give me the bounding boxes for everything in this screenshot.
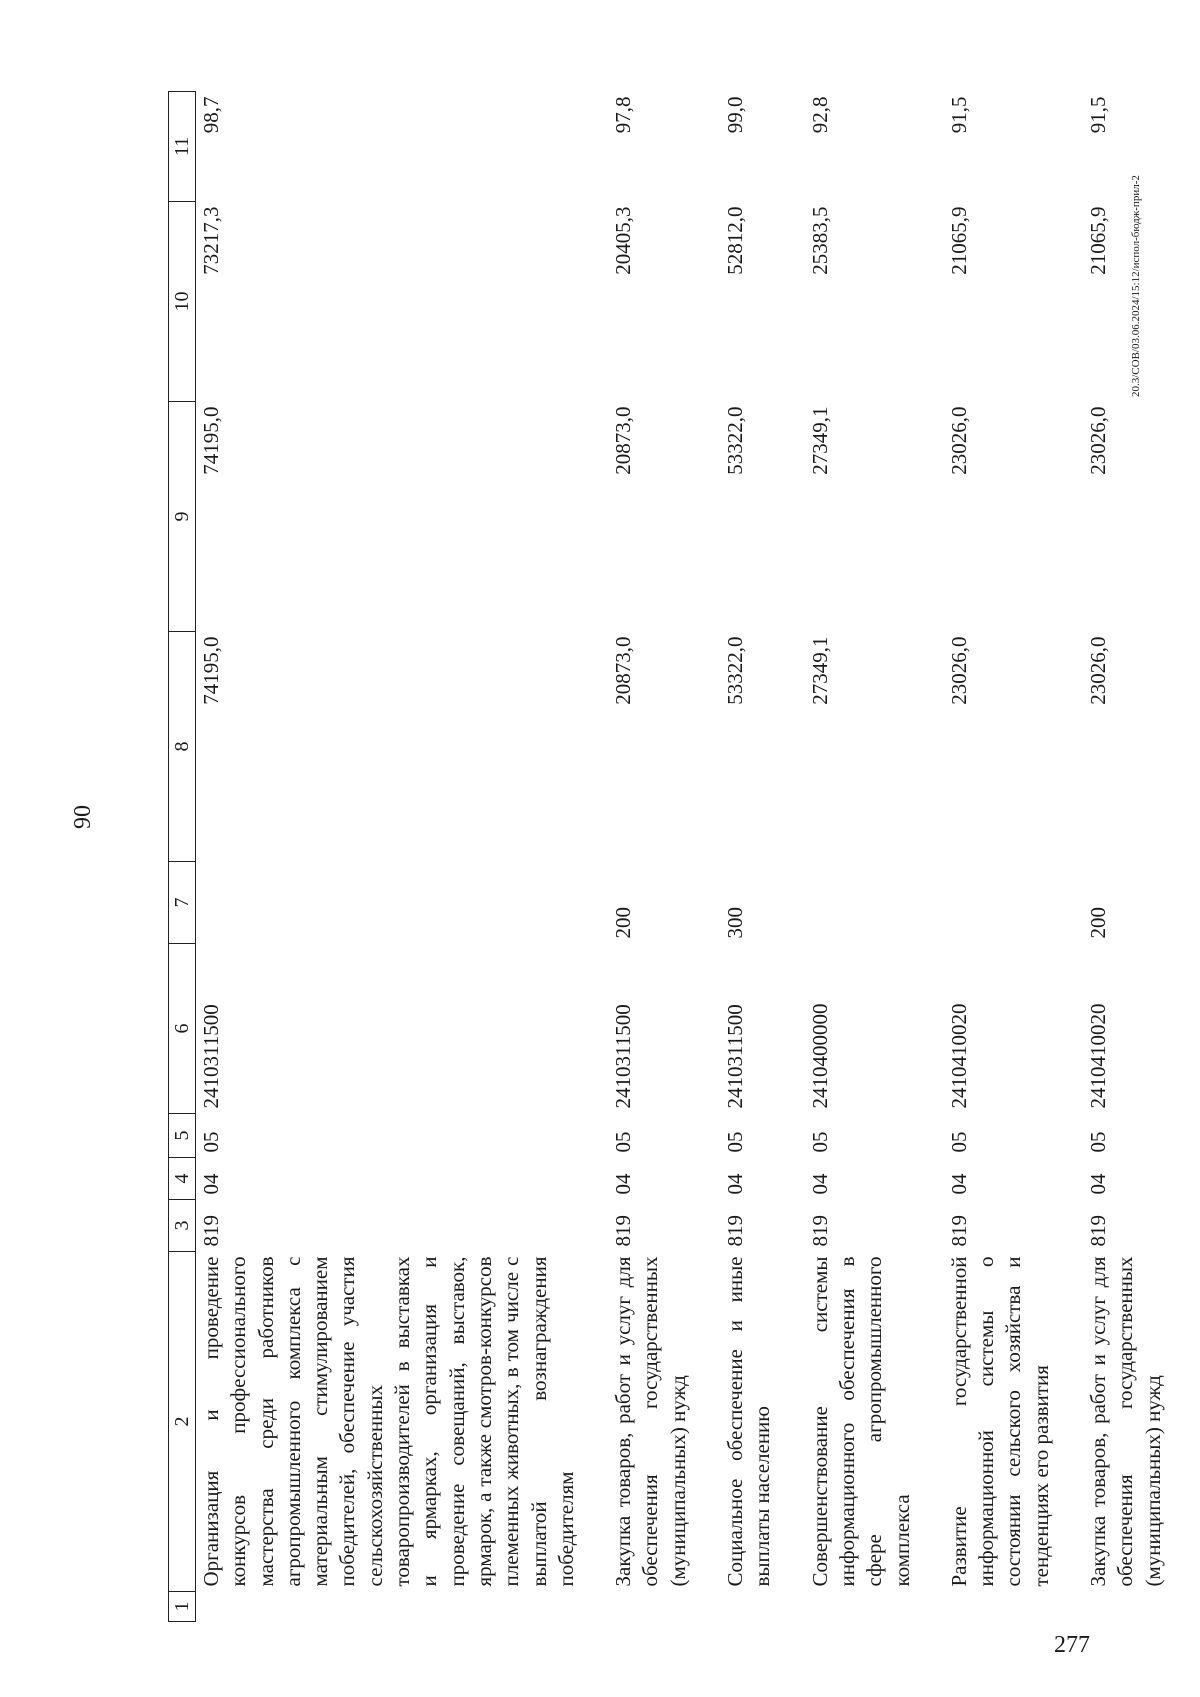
row-expense-type	[944, 862, 1083, 944]
row-subsection: 05	[611, 1131, 636, 1153]
row-target-article: 2410400000	[807, 1003, 832, 1109]
row-percent: 99,0	[723, 96, 748, 134]
row-section: 04	[1086, 1173, 1111, 1195]
row-value-9: 23026,0	[946, 406, 971, 475]
budget-table	[168, 91, 1195, 1622]
row-admin-code: 819	[807, 1215, 832, 1247]
col-header: 11	[169, 92, 196, 202]
row-value-8: 74195,0	[199, 636, 223, 705]
row-description: Социальное обеспечение и иные выплаты населению	[723, 1256, 775, 1587]
row-value-9: 20873,0	[611, 406, 636, 475]
row-empty-cell	[805, 1592, 944, 1622]
row-value-10: 21065,9	[946, 206, 971, 275]
row-description: Закупка товаров, работ и услуг для обеспечения государственных (муниципальных) нужд	[611, 1256, 690, 1587]
row-value-8: 27349,1	[807, 636, 832, 705]
row-description: Закупка товаров, работ и услуг для обеспечения государственных (муниципальных) нужд	[1086, 1256, 1165, 1587]
row-section: 04	[946, 1173, 971, 1195]
col-header: 10	[169, 202, 196, 402]
table-row	[944, 92, 1083, 1622]
col-header: 4	[169, 1158, 196, 1200]
row-value-9: 23026,0	[1086, 406, 1111, 475]
row-value-8: 23026,0	[946, 636, 971, 705]
row-value-9: 27349,1	[807, 406, 832, 475]
row-value-8: 20873,0	[611, 636, 636, 705]
sheet-number: 90	[70, 805, 96, 829]
row-description: Организация и проведение конкурсов профессионального мастерства среди работников агропромышленного комплекса с материальным стимулированием победителей, обеспечение участия сельскохозяйственных товаропроизводителей в выставках и ярмарках, организация и проведение совещаний, выставок, ярмарок, а также смотров-конкурсов племенных животных, в том числе с выплатой вознаграждения победителям	[199, 1256, 578, 1587]
col-header: 1	[169, 1592, 196, 1622]
row-admin-code: 819	[1086, 1215, 1111, 1247]
row-value-10: 52812,0	[723, 206, 748, 275]
column-numbers-row	[169, 92, 196, 1622]
row-target-article: 2410410020	[1086, 1003, 1111, 1109]
row-percent: 98,7	[199, 96, 223, 134]
col-header: 2	[169, 1252, 196, 1592]
row-value-9: 74195,0	[199, 406, 223, 475]
col-header: 8	[169, 632, 196, 862]
col-header: 5	[169, 1114, 196, 1158]
row-admin-code: 819	[946, 1215, 971, 1247]
row-description: Совершенствование системы информационного обеспечения в сфере агропромышленного комплекса	[807, 1256, 914, 1587]
row-expense-type	[196, 862, 609, 944]
row-admin-code: 819	[199, 1215, 223, 1247]
col-header: 7	[169, 862, 196, 944]
row-section: 04	[723, 1173, 748, 1195]
col-header: 3	[169, 1200, 196, 1252]
row-value-9: 53322,0	[723, 406, 748, 475]
row-subsection: 05	[199, 1131, 223, 1153]
table-row	[720, 92, 805, 1622]
row-empty-cell	[196, 1592, 609, 1622]
row-percent: 91,5	[946, 96, 971, 134]
table-row	[196, 92, 609, 1622]
row-target-article: 2410311500	[199, 1004, 223, 1109]
row-expense-type: 200	[611, 907, 636, 939]
row-subsection: 05	[1086, 1131, 1111, 1153]
row-section: 04	[807, 1173, 832, 1195]
row-section: 04	[611, 1173, 636, 1195]
row-subsection: 05	[723, 1131, 748, 1153]
row-empty-cell	[944, 1592, 1083, 1622]
row-section: 04	[199, 1173, 223, 1195]
row-percent: 91,5	[1086, 96, 1111, 134]
row-admin-code: 819	[723, 1215, 748, 1247]
row-percent: 92,8	[807, 96, 832, 134]
row-percent: 97,8	[611, 96, 636, 134]
row-empty-cell	[1083, 1592, 1195, 1622]
row-target-article: 2410311500	[611, 1004, 636, 1109]
table-row	[805, 92, 944, 1622]
row-subsection: 05	[807, 1131, 832, 1153]
row-empty-cell	[720, 1592, 805, 1622]
row-expense-type: 200	[1086, 907, 1111, 939]
col-header: 9	[169, 402, 196, 632]
row-value-8: 53322,0	[723, 636, 748, 705]
row-admin-code: 819	[611, 1215, 636, 1247]
row-value-10: 20405,3	[611, 206, 636, 275]
row-subsection: 05	[946, 1131, 971, 1153]
row-target-article: 2410311500	[723, 1004, 748, 1109]
col-header: 6	[169, 944, 196, 1114]
table-row	[608, 92, 720, 1622]
row-target-article: 2410410020	[946, 1003, 971, 1109]
row-description: Развитие государственной информационной системы о состоянии сельского хозяйства и тенденциях его развития	[946, 1256, 1053, 1587]
row-expense-type: 300	[723, 907, 748, 939]
row-value-8: 23026,0	[1086, 636, 1111, 705]
footer-document-code: 20.3/СОВ/03.06.2024/15:12/испол-бюдж-прил-2	[1130, 175, 1142, 397]
row-value-10: 25383,5	[807, 206, 832, 275]
row-expense-type	[805, 862, 944, 944]
page-number: 277	[1054, 1632, 1090, 1658]
row-value-10: 73217,3	[199, 206, 223, 275]
row-value-10: 21065,9	[1086, 206, 1111, 275]
row-empty-cell	[608, 1592, 720, 1622]
